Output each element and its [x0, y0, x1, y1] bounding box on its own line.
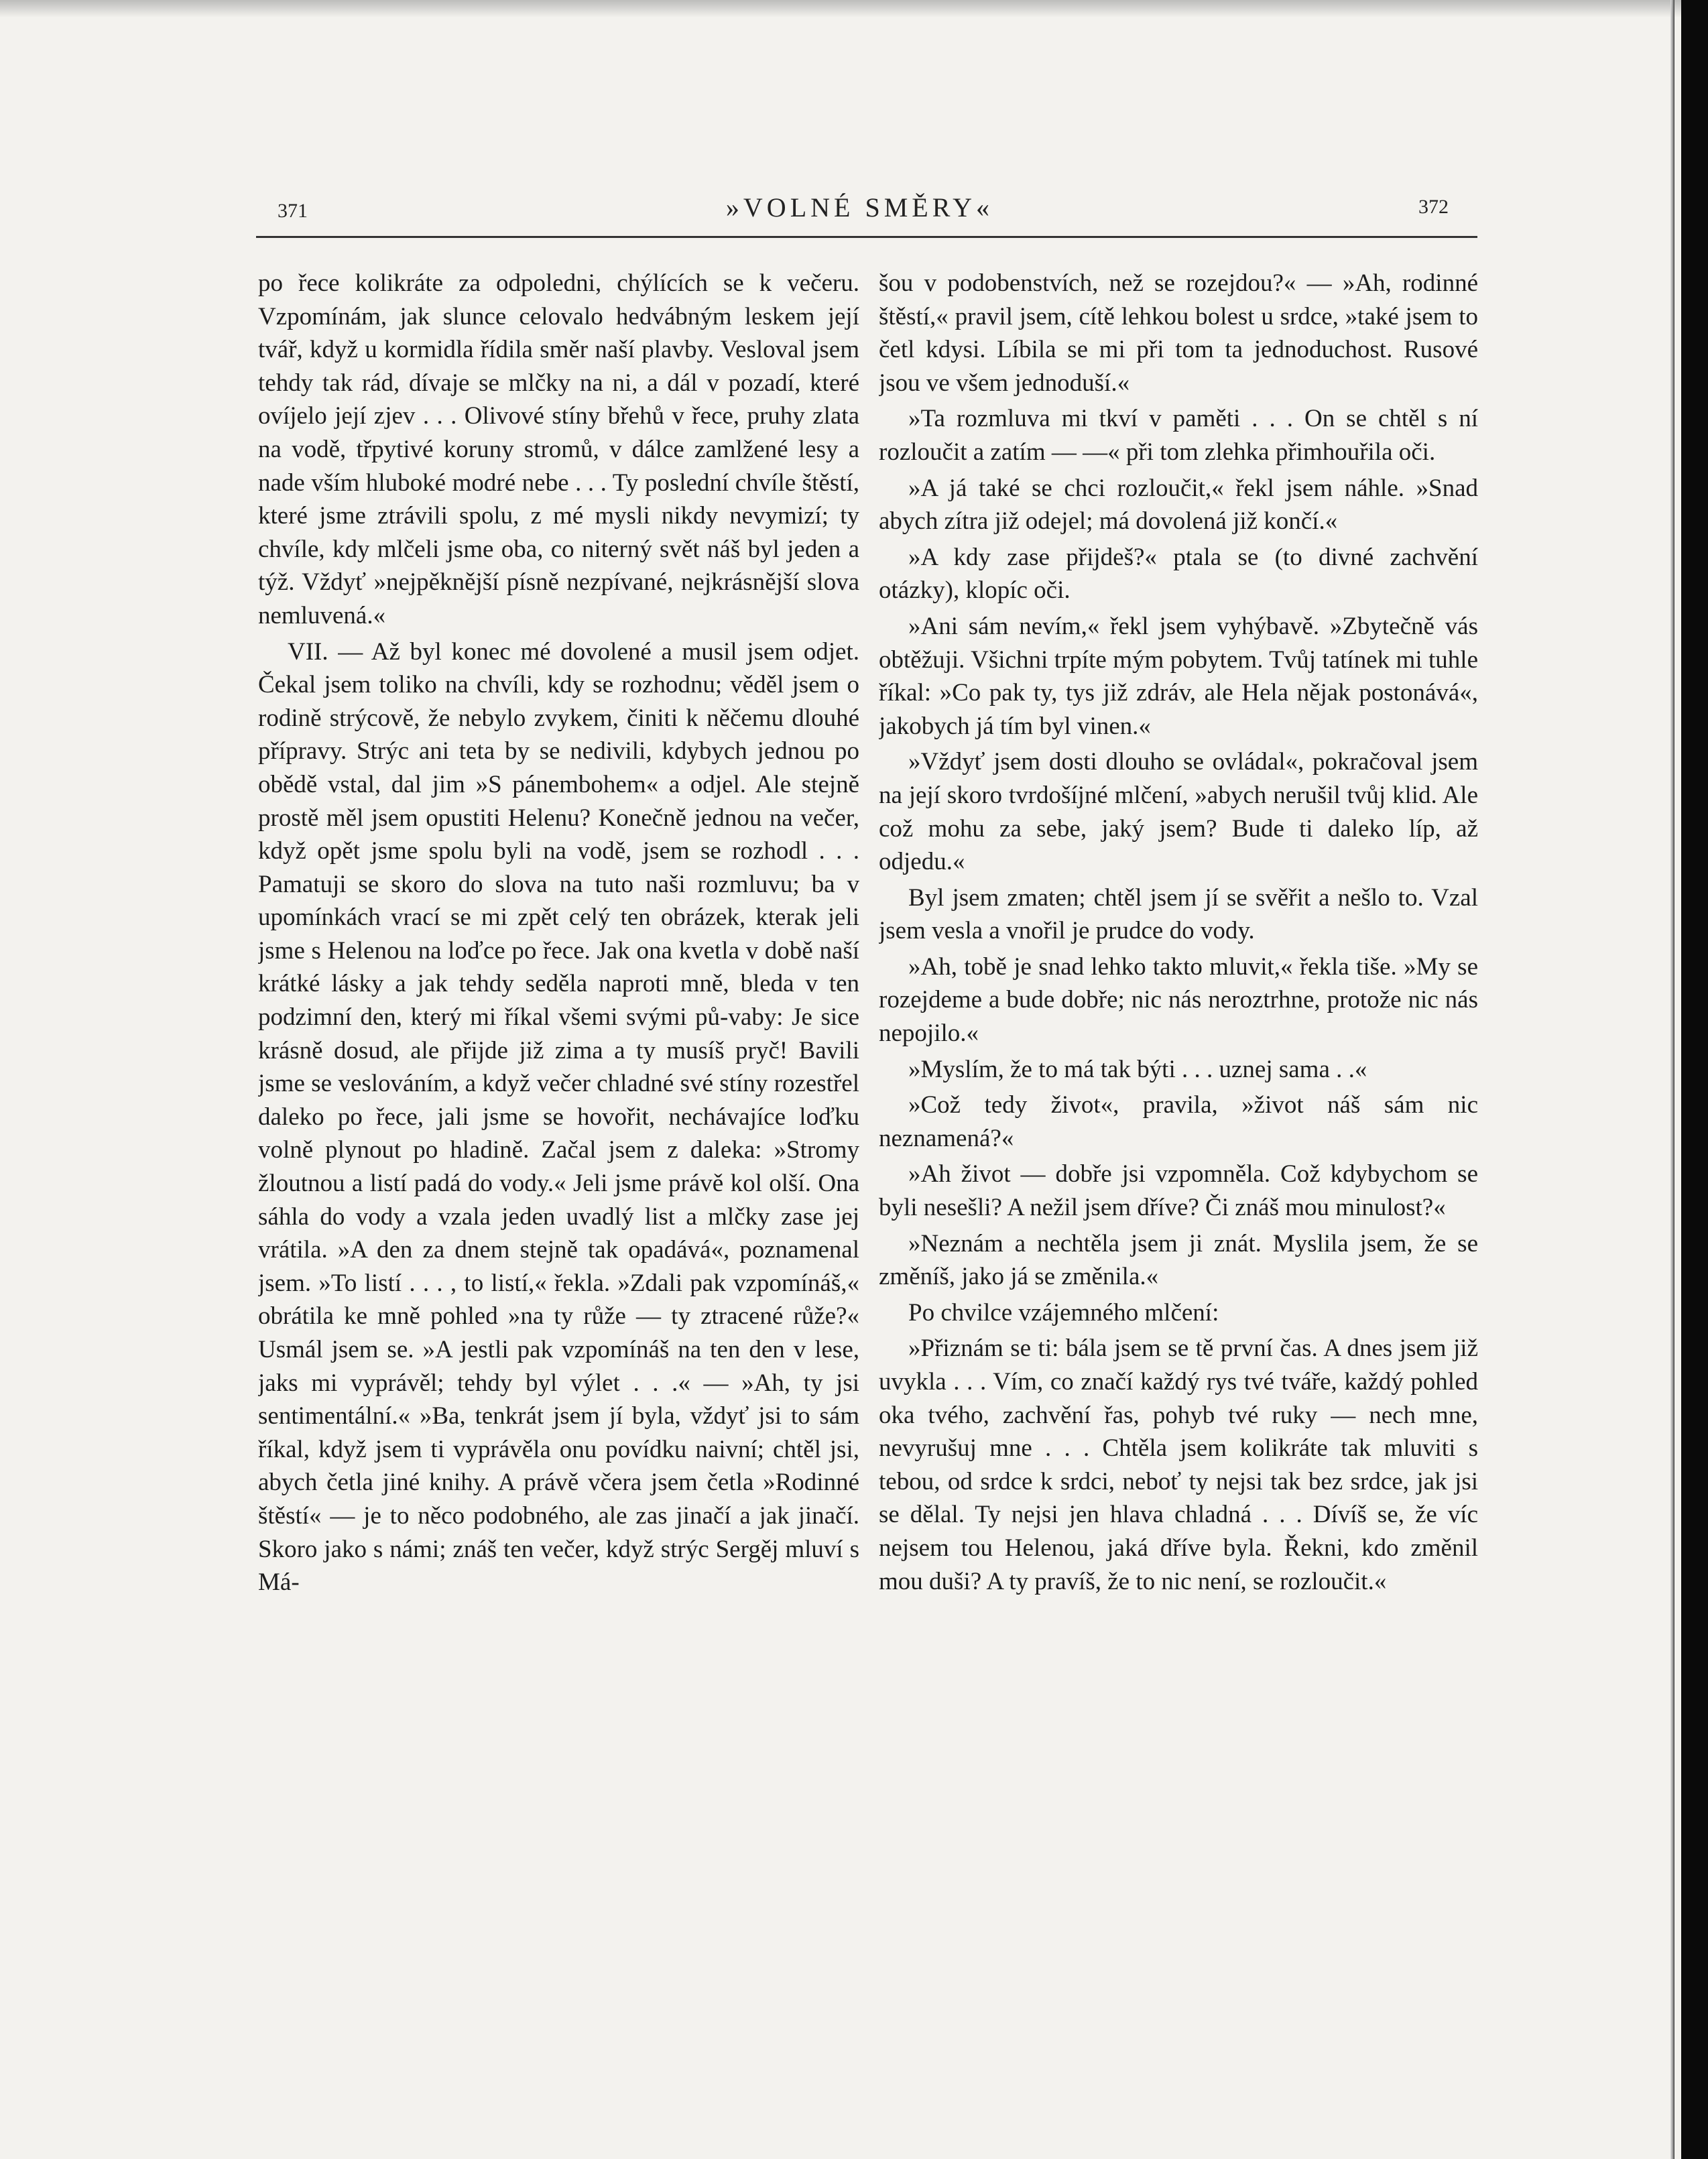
- paragraph: Po chvilce vzájemného mlčení:: [908, 1298, 1219, 1327]
- paragraph: »Přiznám se ti: bála jsem se tě první čas. A dnes jsem již uvykla . . . Vím, co značí každý rys tvé tváře, každý pohled oka tvého, zachvění řas, pohyb tvé ruky — nech mne, nevyrušuj mne . . . Chtěla jsem kolikráte tak mluviti s tebou, od srdce k srdci, neboť ty nejsi tak bez srdce, jak jsi se dělal. Ty nejsi jen hlava chladná . . . Dívíš se, že víc nejsem tou Helenou, jaká dříve byla. Řekni, kdo změnil mou duši? A ty pravíš, že to nic není, se rozloučit.«: [879, 1335, 1478, 1595]
- left-column: [258, 267, 859, 1909]
- paragraph: VII. — Až byl konec mé dovolené a musil jsem odjet. Čekal jsem toliko na chvíli, kdy se rozhodnu; věděl jsem o rodině strýcově, že nebylo zvykem, činiti k něčemu dlouhé přípravy. Strýc ani teta by se nedivili, kdybych jednou po obědě vstal, dal jim »S pánembohem« a odjel. Ale stejně prostě měl jsem opustiti Helenu? Konečně jednou na večer, když opět jsme spolu byli na vodě, jsem se rozhodl . . . Pamatuji se skoro do slova na tuto naši rozmluvu; ba v upomínkách vrací se mi zpět celý ten obrázek, kterak jeli jsme s Helenou na loďce po řece. Jak ona kvetla v době naší krátké lásky a jak tehdy seděla naproti mně, bleda v ten podzimní den, který mi říkal všemi svými pů-vaby: Je sice krásně dosud, ale přijde již zima a ty musíš pryč! Bavili jsme se veslováním, a když večer chladné své stíny rozestřel daleko po řece, jali jsme se hovořit, nechávajíce loďku volně plynout po hladině. Začal jsem z daleka: »Stromy žloutnou a listí padá do vody.« Jeli jsme právě kol olší. Ona sáhla do vody a vzala jeden uvadlý list a mlčky zase jej vrátila. »A den za dnem stejně tak opadává«, poznamenal jsem. »To listí . . . , to listí,« řekla. »Zdali pak vzpomínáš,« obrátila ke mně pohled »na ty růže — ty ztracené růže?« Usmál jsem se. »A jestli pak vzpomínáš na ten den v lese, jaks mi vyprávěl; tehdy byl výlet . . .« — »Ah, ty jsi sentimentální.« »Ba, tenkrát jsem jí byla, vždyť jsi to sám říkal, když jsem ti vyprávěla onu povídku naivní; chtěl jsi, abych četla jiné knihy. A právě včera jsem četla »Rodinné štěstí« — je to něco podobného, ale zas jinačí a jak jinačí. Skoro jako s námi; znáš ten večer, když strýc Sergěj mluví s Má-: [258, 637, 859, 1597]
- page-number-right: 372: [1418, 196, 1449, 218]
- paragraph: »Ah život — dobře jsi vzpomněla. Což kdybychom se byli nesešli? A nežil jsem dříve? Či znáš mou minulost?«: [879, 1160, 1478, 1222]
- paragraph: »Vždyť jsem dosti dlouho se ovládal«, pokračoval jsem na její skoro tvrdošíjné mlčení, »abych nerušil tvůj klid. Ale což mohu za sebe, jaký jsem? Bude ti daleko líp, až odjedu.«: [879, 748, 1478, 876]
- paragraph: »A kdy zase přijdeš?« ptala se (to divné zachvění otázky), klopíc oči.: [879, 543, 1478, 605]
- right-column: [879, 267, 1478, 1909]
- scan-border: [1681, 0, 1708, 2159]
- scan-shadow: [0, 0, 1681, 17]
- running-title: »VOLNÉ SMĚRY«: [725, 192, 994, 223]
- paragraph: »Ta rozmluva mi tkví v paměti . . . On se chtěl s ní rozloučit a zatím — —« při tom zlehka přimhouřila oči.: [879, 405, 1478, 466]
- paragraph: šou v podobenstvích, než se rozejdou?« — »Ah, rodinné štěstí,« pravil jsem, cítě lehkou bolest u srdce, »také jsem to četl kdysi. Líbila se mi při tom ta jednoduchost. Rusové jsou ve všem jednoduší.«: [879, 269, 1478, 397]
- paragraph: »Myslím, že to má tak býti . . . uznej sama . .«: [908, 1055, 1367, 1083]
- paragraph: »A já také se chci rozloučit,« řekl jsem náhle. »Snad abych zítra již odejel; má dovolená již končí.«: [879, 474, 1478, 536]
- paragraph: Byl jsem zmaten; chtěl jsem jí se svěřit a nešlo to. Vzal jsem vesla a vnořil je prudce do vody.: [879, 883, 1478, 945]
- header-rule: [256, 236, 1477, 238]
- paragraph: »Což tedy život«, pravila, »život náš sám nic neznamená?«: [879, 1091, 1478, 1152]
- page-number-left: 371: [278, 200, 308, 222]
- paragraph: »Ani sám nevím,« řekl jsem vyhýbavě. »Zbytečně vás obtěžuji. Všichni trpíte mým pobytem. Tvůj tatínek mi tuhle říkal: »Co pak ty, tys již zdráv, ale Hela nějak postonává«, jakobych já tím byl vinen.«: [879, 612, 1478, 740]
- paragraph: »Neznám a nechtěla jsem ji znát. Myslila jsem, že se změníš, jako já se změnila.«: [879, 1229, 1478, 1291]
- paragraph: »Ah, tobě je snad lehko takto mluvit,« řekla tiše. »My se rozejdeme a bude dobře; nic nás neroztrhne, protože nic nás nepojilo.«: [879, 952, 1478, 1048]
- page-header: [255, 189, 1465, 229]
- binding-crease: [1670, 0, 1674, 2159]
- paragraph: po řece kolikráte za odpoledni, chýlících se k večeru. Vzpomínám, jak slunce celovalo hedvábným leskem její tvář, když u kormidla řídila směr naší plavby. Vesloval jsem tehdy tak rád, dívaje se mlčky na ni, a dál v pozadí, které ovíjelo její zjev . . . Olivové stíny břehů v řece, pruhy zlata na vodě, třpytivé koruny stromů, v dálce zamlžené lesy a nade vším hluboké modré nebe . . . Ty poslední chvíle štěstí, které jsme ztrávili spolu, z mé mysli nikdy nevymizí; ty chvíle, kdy mlčeli jsme oba, co niterný svět náš byl jeden a týž. Vždyť »nejpěknější písně nezpívané, nejkrásnější slova nemluvená.«: [258, 269, 859, 629]
